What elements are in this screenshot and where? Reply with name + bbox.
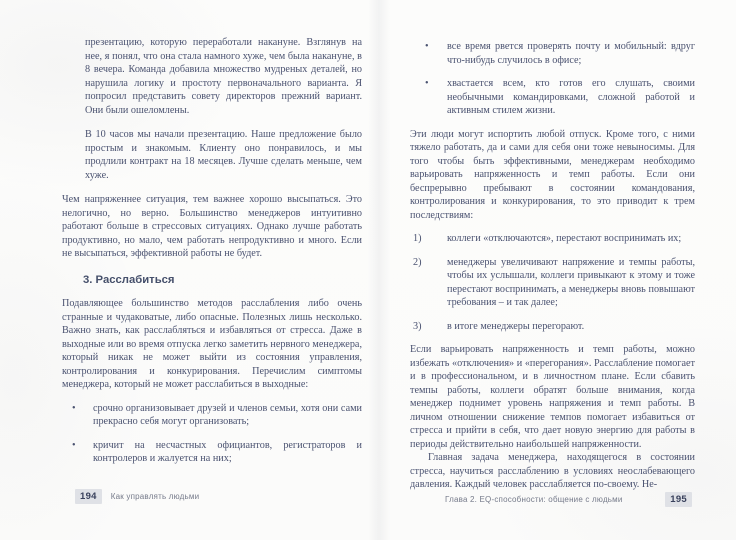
numbered-list	[410, 232, 695, 333]
page-number-badge: 194	[75, 489, 102, 504]
book-gutter	[368, 0, 390, 540]
bullet-text: кричит на несчастных официантов, регистраторов и контролеров и жалуется на них;	[93, 439, 362, 464]
body-paragraph: Эти люди могут испортить любой отпуск. Кроме того, с ними тяжело работать, да и сами для себя они тоже невыносимы. Для того чтобы быть эффективными, менеджерам необходимо варьировать напряженность и темп работы. Если они беспрерывно пребывают в состоянии командования, контролирования и конкурирования, то это приводит к трем последствиям:	[410, 128, 695, 221]
bullet-icon: •	[425, 41, 429, 52]
item-text: в итоге менеджеры перегорают.	[447, 320, 585, 332]
page-footer-right	[445, 492, 692, 507]
bullet-item	[410, 77, 695, 118]
body-paragraph: Главная задача менеджера, находящегося в состоянии стресса, научиться расслаблению в условиях неослабевающего давления. Каждый человек расслабляется по-своему. Не-	[410, 452, 695, 490]
bullet-text: хвастается всем, кто готов его слушать, своими необычными командировками, сложной работой и активным стилем жизни.	[447, 78, 695, 116]
bullet-icon: •	[72, 439, 76, 451]
body-paragraph: Если варьировать напряженность и темп работы, можно избежать «отключения» и «перегорания». Расслабление помогает и в профессиональном, и в личностном плане. Если сбавить темпы работы, коллеги обратят больше внимания, когда менеджер поднимет уровень напряжения и темп работы. В личном отношении снижение темпов помогает избавиться от стресса и прийти в себя, что дает новую энергию для работы в периоды действительно наибольшей напряженности.	[410, 344, 695, 450]
section-heading: 3. Расслабиться	[83, 273, 175, 286]
bullet-list	[62, 402, 362, 466]
bullet-text: срочно организовывает друзей и членов семьи, хотя они сами прекрасно себя могут организовать;	[93, 402, 362, 427]
running-title: Как управлять людьми	[110, 492, 200, 501]
bullet-icon: •	[425, 78, 429, 89]
bullet-item	[62, 402, 362, 429]
item-number: 3)	[413, 320, 422, 332]
body-paragraph: Чем напряженнее ситуация, тем важнее хорошо высыпаться. Это нелогично, но верно. Большинство менеджеров интуитивно работают больше в стрессовых ситуациях. Однако лучше работать продуктивно, но мало, чем работать непродуктивно и много. Если не высыпаться, эффективной работы не будет.	[62, 194, 362, 259]
item-number: 2)	[413, 256, 422, 268]
page-right	[410, 40, 695, 492]
numbered-item	[410, 256, 695, 310]
quote-paragraph: презентацию, которую переработали накануне. Взглянув на нее, я понял, что она стала намного хуже, чем была накануне, в 8 вечера. Команда добавила множество мудреных деталей, но нарушила логику и простоту первоначального варианта. Я попросил представить совету директоров прежний вариант. Они были ошеломлены.	[85, 37, 362, 116]
page-number-badge: 195	[665, 492, 692, 507]
item-number: 1)	[413, 233, 422, 244]
item-text: менеджеры увеличивают напряжение и темпы работы, чтобы их услышали, коллеги привыкают к этому и тоже перестают воспринимать, а менеджеры вновь повышают требования – и так далее;	[447, 256, 695, 308]
item-text: коллеги «отключаются», перестают воспринимать их;	[447, 233, 682, 244]
example-quote-block	[85, 36, 362, 182]
bullet-icon: •	[72, 402, 76, 414]
quote-paragraph: В 10 часов мы начали презентацию. Наше предложение было простым и знакомым. Клиенту оно понравилось, и мы продлили контракт на 18 месяцев. Лучше сделать меньше, чем хуже.	[85, 129, 362, 181]
running-title: Глава 2. EQ-способности: общение с людьми	[445, 495, 623, 504]
numbered-item	[410, 232, 695, 246]
page-left	[62, 36, 362, 476]
numbered-item	[410, 320, 695, 334]
body-paragraph: Подавляющее большинство методов расслабления либо очень странные и чудаковатые, либо опасные. Полезных лишь несколько. Важно знать, как расслабляться и избавляться от стресса. Даже в выходные или во время отпуска легко заметить нервного менеджера, который никак не может выйти из состояния управления, контролирования и конкурирования. Перечислим симптомы менеджера, который не может расслабиться в выходные:	[62, 298, 362, 390]
bullet-text: все время рвется проверять почту и мобильный: вдруг что-нибудь случилось в офисе;	[447, 41, 695, 66]
page-footer-left	[75, 489, 199, 504]
bullet-item	[410, 40, 695, 67]
bullet-list	[410, 40, 695, 118]
bullet-item	[62, 439, 362, 466]
